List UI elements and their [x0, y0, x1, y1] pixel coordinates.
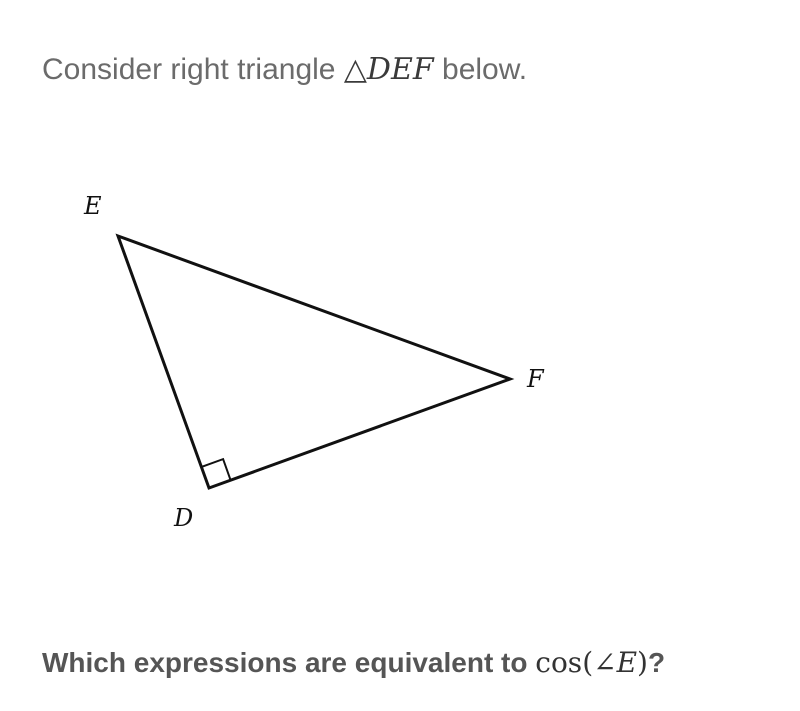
triangle-name: DEF — [366, 52, 434, 87]
triangle-def — [118, 236, 510, 488]
question-text: Which expressions are equivalent to — [42, 647, 536, 678]
close-paren: ) — [637, 646, 648, 679]
cos-function: cos — [535, 646, 583, 679]
question-mark: ? — [647, 647, 666, 678]
question-prompt — [42, 646, 665, 679]
vertex-label-e: E — [84, 192, 102, 220]
open-paren: ( — [582, 646, 594, 679]
intro-suffix: below. — [433, 53, 528, 86]
angle-vertex: E — [616, 646, 638, 679]
intro-prefix: Consider right triangle — [42, 53, 344, 86]
vertex-label-f: F — [527, 365, 544, 393]
vertex-label-d: D — [174, 504, 194, 532]
angle-symbol: ∠ — [593, 646, 617, 679]
cos-expression — [535, 646, 648, 679]
triangle-symbol: △ — [343, 52, 367, 87]
